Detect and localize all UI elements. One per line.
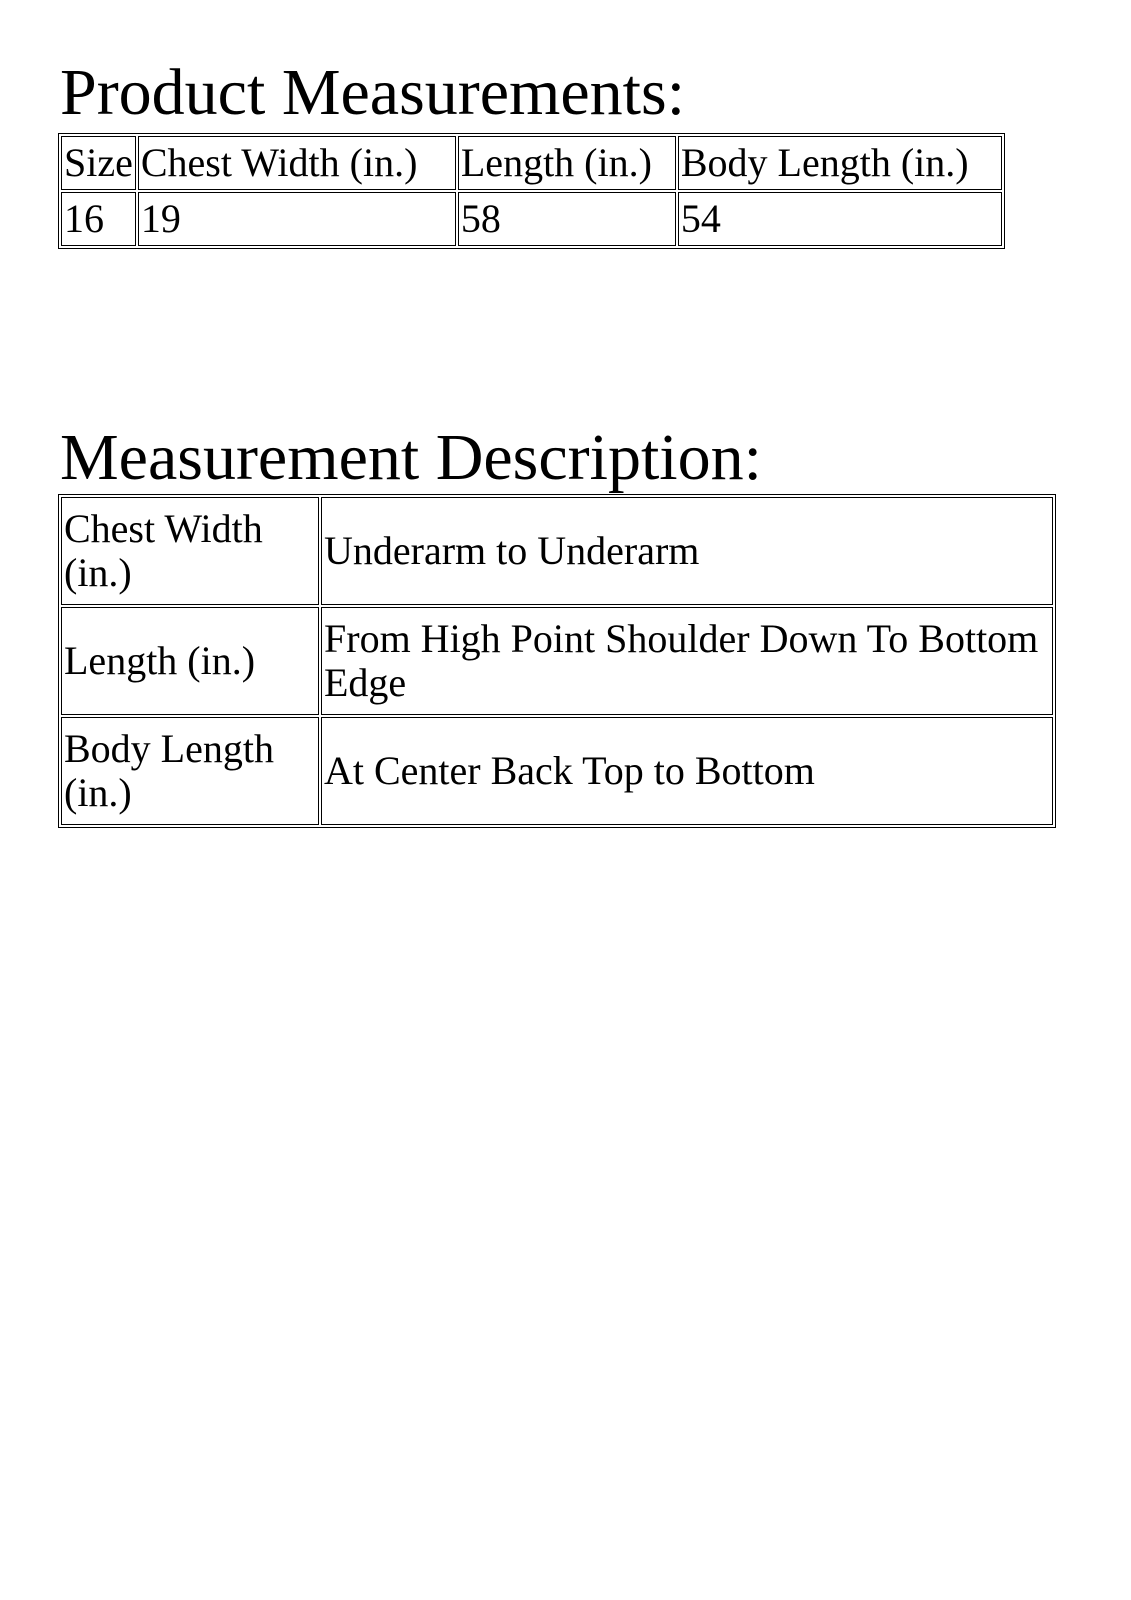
cell-chest-width: 19 [138,192,456,246]
header-length: Length (in.) [458,136,676,190]
table-row [61,717,1053,825]
cell-length: 58 [458,192,676,246]
table-header-row [61,136,1002,190]
measurement-description-table [58,494,1056,828]
table-row [61,607,1053,715]
table-row [61,192,1002,246]
header-body-length: Body Length (in.) [678,136,1002,190]
product-measurements-table [58,133,1005,249]
term-chest-width: Chest Width (in.) [61,497,319,605]
term-length: Length (in.) [61,607,319,715]
description-body-length: At Center Back Top to Bottom [321,717,1053,825]
header-size: Size [61,136,136,190]
table-row [61,497,1053,605]
product-measurements-title: Product Measurements: [60,56,686,129]
measurement-description-title: Measurement Description: [60,421,762,494]
header-chest-width: Chest Width (in.) [138,136,456,190]
description-chest-width: Underarm to Underarm [321,497,1053,605]
cell-body-length: 54 [678,192,1002,246]
term-body-length: Body Length (in.) [61,717,319,825]
cell-size: 16 [61,192,136,246]
description-length: From High Point Shoulder Down To Bottom Edge [321,607,1053,715]
